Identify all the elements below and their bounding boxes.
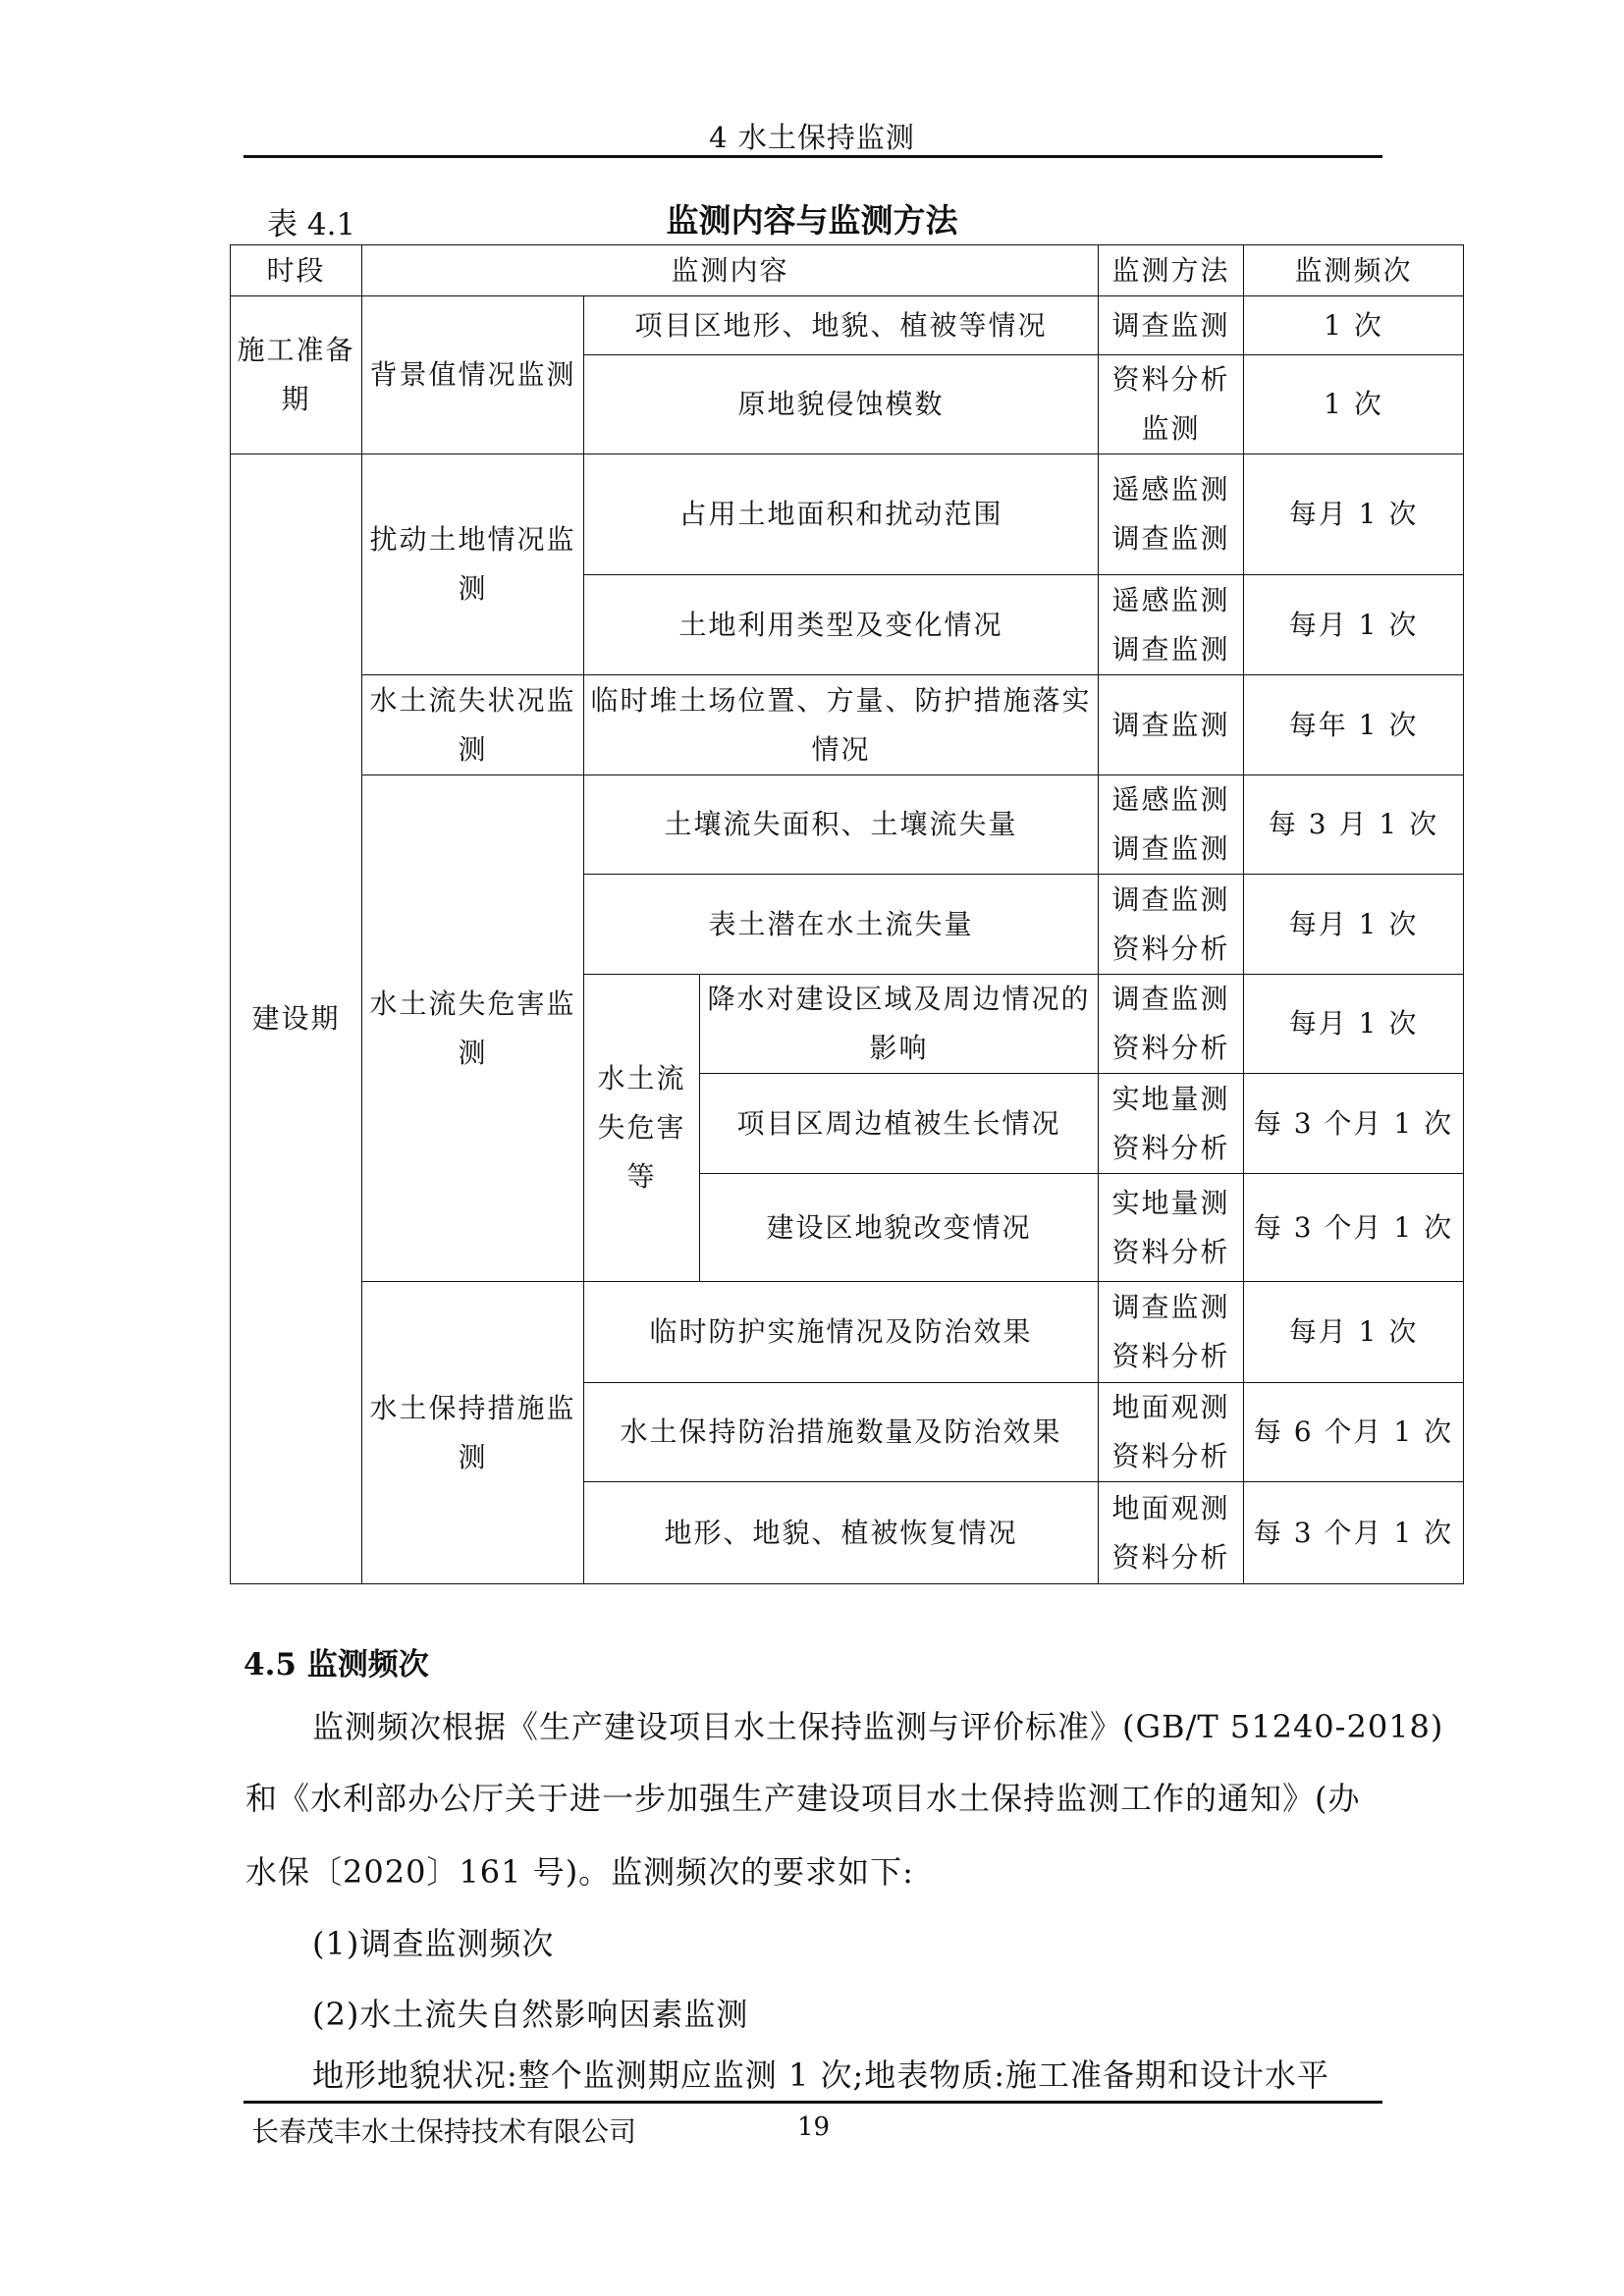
footer-company: 长春茂丰水土保持技术有限公司 [251,2115,637,2148]
table-row [231,454,1464,575]
paragraph-line: 和《水利部办公厅关于进一步加强生产建设项目水土保持监测工作的通知》(办 [245,1780,1361,1817]
monitoring-table [230,244,1464,1584]
frequency-cell: 每月 1 次 [1244,1282,1464,1383]
method-cell: 遥感监测调查监测 [1099,575,1244,675]
table-row [231,675,1464,775]
category-cell: 扰动土地情况监测 [362,454,584,675]
table-number: 表 4.1 [267,207,356,242]
frequency-cell: 每 6 个月 1 次 [1244,1383,1464,1482]
frequency-cell: 每年 1 次 [1244,675,1464,775]
method-cell: 调查监测资料分析 [1099,975,1244,1074]
section-heading: 4.5 监测频次 [244,1647,429,1682]
header-method: 监测方法 [1099,245,1244,296]
content-cell: 水土保持防治措施数量及防治效果 [584,1383,1099,1482]
table-row [231,775,1464,875]
category-cell: 水土保持措施监测 [362,1282,584,1584]
footer-rule [244,2101,1382,2104]
category-cell: 背景值情况监测 [362,296,584,454]
content-cell: 土地利用类型及变化情况 [584,575,1099,675]
category-cell: 水土流失危害监测 [362,775,584,1282]
frequency-cell: 每 3 个月 1 次 [1244,1074,1464,1174]
content-cell: 临时堆土场位置、方量、防护措施落实情况 [584,675,1099,775]
header-rule [244,155,1382,158]
paragraph-line: 水保〔2020〕161 号)。监测频次的要求如下: [245,1853,914,1891]
header-frequency: 监测频次 [1244,245,1464,296]
frequency-cell: 每月 1 次 [1244,575,1464,675]
table-row [231,1282,1464,1383]
method-cell: 遥感监测调查监测 [1099,775,1244,875]
frequency-cell: 每 3 月 1 次 [1244,775,1464,875]
category-cell: 水土流失状况监测 [362,675,584,775]
content-cell: 降水对建设区域及周边情况的影响 [700,975,1099,1074]
content-cell: 临时防护实施情况及防治效果 [584,1282,1099,1383]
paragraph-line: 地形地貌状况:整个监测期应监测 1 次;地表物质:施工准备期和设计水平 [312,2056,1330,2094]
paragraph-line: 监测频次根据《生产建设项目水土保持监测与评价标准》(GB/T 51240-2018) [312,1708,1444,1745]
content-cell: 地形、地貌、植被恢复情况 [584,1482,1099,1584]
method-cell: 遥感监测调查监测 [1099,454,1244,575]
content-cell: 项目区地形、地貌、植被等情况 [584,296,1099,355]
frequency-cell: 每月 1 次 [1244,875,1464,975]
frequency-cell: 每 3 个月 1 次 [1244,1174,1464,1282]
frequency-cell: 1 次 [1244,355,1464,454]
method-cell: 调查监测 [1099,296,1244,355]
header-period: 时段 [231,245,362,296]
content-cell: 项目区周边植被生长情况 [700,1074,1099,1174]
table-row [231,296,1464,355]
content-cell: 原地貌侵蚀模数 [584,355,1099,454]
frequency-cell: 每 3 个月 1 次 [1244,1482,1464,1584]
method-cell: 地面观测资料分析 [1099,1383,1244,1482]
method-cell: 实地量测资料分析 [1099,1074,1244,1174]
frequency-cell: 1 次 [1244,296,1464,355]
table-header-row [231,245,1464,296]
content-cell: 建设区地貌改变情况 [700,1174,1099,1282]
content-cell: 占用土地面积和扰动范围 [584,454,1099,575]
frequency-cell: 每月 1 次 [1244,975,1464,1074]
list-item: (1)调查监测频次 [312,1925,555,1962]
content-cell: 表土潜在水土流失量 [584,875,1099,975]
method-cell: 调查监测资料分析 [1099,1282,1244,1383]
running-header: 4 水土保持监测 [709,121,915,154]
frequency-cell: 每月 1 次 [1244,454,1464,575]
list-item: (2)水土流失自然影响因素监测 [312,1996,749,2033]
period-cell: 建设期 [231,454,362,1584]
method-cell: 调查监测 [1099,675,1244,775]
method-cell: 资料分析监测 [1099,355,1244,454]
page-number: 19 [797,2112,831,2142]
table-title: 监测内容与监测方法 [666,201,958,240]
method-cell: 调查监测资料分析 [1099,875,1244,975]
header-content: 监测内容 [362,245,1099,296]
content-cell: 土壤流失面积、土壤流失量 [584,775,1099,875]
method-cell: 实地量测资料分析 [1099,1174,1244,1282]
sub-category-cell: 水土流失危害等 [584,975,700,1282]
method-cell: 地面观测资料分析 [1099,1482,1244,1584]
period-cell: 施工准备期 [231,296,362,454]
